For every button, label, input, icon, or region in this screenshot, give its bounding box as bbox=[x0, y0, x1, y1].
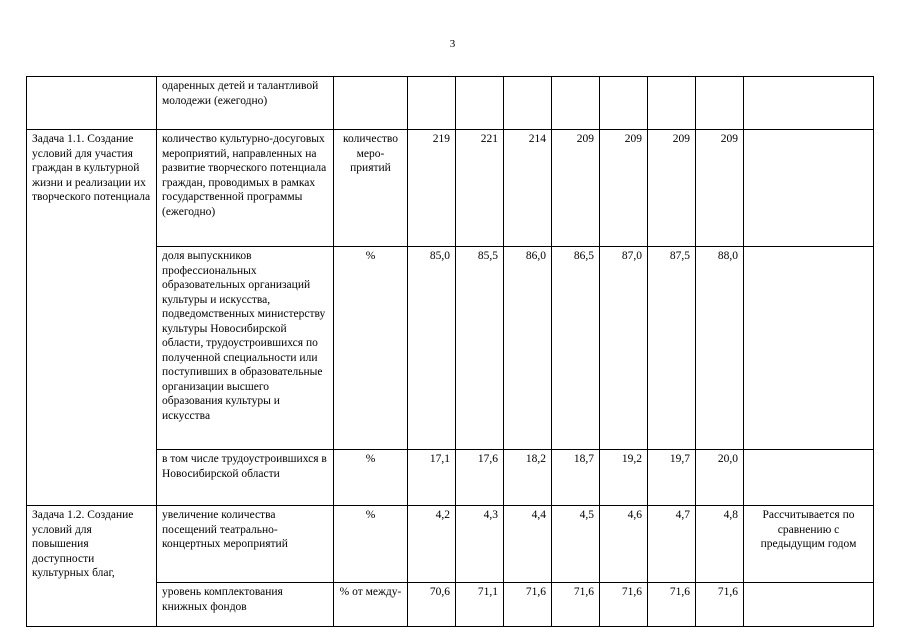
indicator-cell: в том числе трудоустроившихся в Новосибирской области bbox=[157, 450, 334, 506]
value-cell: 4,6 bbox=[600, 506, 648, 583]
unit-cell: % bbox=[334, 506, 408, 583]
value-cell: 221 bbox=[456, 130, 504, 247]
note-cell bbox=[744, 583, 874, 627]
value-cell: 86,5 bbox=[552, 247, 600, 450]
value-cell: 4,2 bbox=[408, 506, 456, 583]
task-cell: Задача 1.1. Создание условий для участия граждан в культурной жизни и реализации их творческого потенциала bbox=[27, 130, 157, 247]
value-cell: 4,7 bbox=[648, 506, 696, 583]
task-cell bbox=[27, 450, 157, 506]
value-cell: 4,3 bbox=[456, 506, 504, 583]
table-row bbox=[27, 583, 874, 627]
value-cell: 17,1 bbox=[408, 450, 456, 506]
indicator-cell: одаренных детей и талантливой молодежи (ежегодно) bbox=[157, 77, 334, 130]
value-cell: 19,2 bbox=[600, 450, 648, 506]
unit-cell: % bbox=[334, 450, 408, 506]
value-cell: 18,2 bbox=[504, 450, 552, 506]
value-cell bbox=[600, 77, 648, 130]
note-cell bbox=[744, 77, 874, 130]
unit-cell: количество меро-приятий bbox=[334, 130, 408, 247]
page-number: 3 bbox=[449, 38, 456, 50]
task-cell bbox=[27, 583, 157, 627]
value-cell: 214 bbox=[504, 130, 552, 247]
value-cell bbox=[648, 77, 696, 130]
value-cell: 18,7 bbox=[552, 450, 600, 506]
table-row bbox=[27, 506, 874, 583]
unit-cell: % bbox=[334, 247, 408, 450]
value-cell: 85,0 bbox=[408, 247, 456, 450]
value-cell: 71,6 bbox=[504, 583, 552, 627]
value-cell bbox=[696, 77, 744, 130]
value-cell: 20,0 bbox=[696, 450, 744, 506]
note-cell bbox=[744, 130, 874, 247]
task-cell bbox=[27, 77, 157, 130]
table-row bbox=[27, 247, 874, 450]
value-cell: 209 bbox=[696, 130, 744, 247]
value-cell bbox=[408, 77, 456, 130]
indicator-cell: уровень комплектования книжных фондов bbox=[157, 583, 334, 627]
note-cell bbox=[744, 247, 874, 450]
value-cell: 209 bbox=[648, 130, 696, 247]
table-row bbox=[27, 77, 874, 130]
value-cell: 4,4 bbox=[504, 506, 552, 583]
value-cell: 87,5 bbox=[648, 247, 696, 450]
value-cell: 71,6 bbox=[648, 583, 696, 627]
value-cell: 4,5 bbox=[552, 506, 600, 583]
value-cell: 4,8 bbox=[696, 506, 744, 583]
value-cell: 71,6 bbox=[600, 583, 648, 627]
task-cell: Задача 1.2. Создание условий для повышения доступности культурных благ, bbox=[27, 506, 157, 583]
value-cell bbox=[504, 77, 552, 130]
unit-cell bbox=[334, 77, 408, 130]
indicator-cell: количество культурно-досуговых мероприятий, направленных на развитие творческого потенциала граждан, проводимых в рамках государственной программы (ежегодно) bbox=[157, 130, 334, 247]
table-row bbox=[27, 450, 874, 506]
value-cell: 71,6 bbox=[696, 583, 744, 627]
table-row bbox=[27, 130, 874, 247]
value-cell: 17,6 bbox=[456, 450, 504, 506]
value-cell bbox=[552, 77, 600, 130]
indicator-cell: доля выпускников профессиональных образовательных организаций культуры и искусства, подведомственных министерству культуры Новосибирской области, трудоустроившихся по полученной специальности или поступивших в образовательные организации высшего образования культуры и искусства bbox=[157, 247, 334, 450]
note-cell: Рассчитывается по сравнению с предыдущим годом bbox=[744, 506, 874, 583]
value-cell: 88,0 bbox=[696, 247, 744, 450]
note-cell bbox=[744, 450, 874, 506]
value-cell: 70,6 bbox=[408, 583, 456, 627]
value-cell: 19,7 bbox=[648, 450, 696, 506]
value-cell: 209 bbox=[600, 130, 648, 247]
value-cell: 85,5 bbox=[456, 247, 504, 450]
value-cell: 71,6 bbox=[552, 583, 600, 627]
value-cell: 86,0 bbox=[504, 247, 552, 450]
task-cell bbox=[27, 247, 157, 450]
unit-cell: % от между- bbox=[334, 583, 408, 627]
value-cell: 219 bbox=[408, 130, 456, 247]
value-cell: 87,0 bbox=[600, 247, 648, 450]
value-cell bbox=[456, 77, 504, 130]
value-cell: 71,1 bbox=[456, 583, 504, 627]
value-cell: 209 bbox=[552, 130, 600, 247]
indicators-table bbox=[26, 76, 874, 627]
indicator-cell: увеличение количества посещений театрально-концертных мероприятий bbox=[157, 506, 334, 583]
